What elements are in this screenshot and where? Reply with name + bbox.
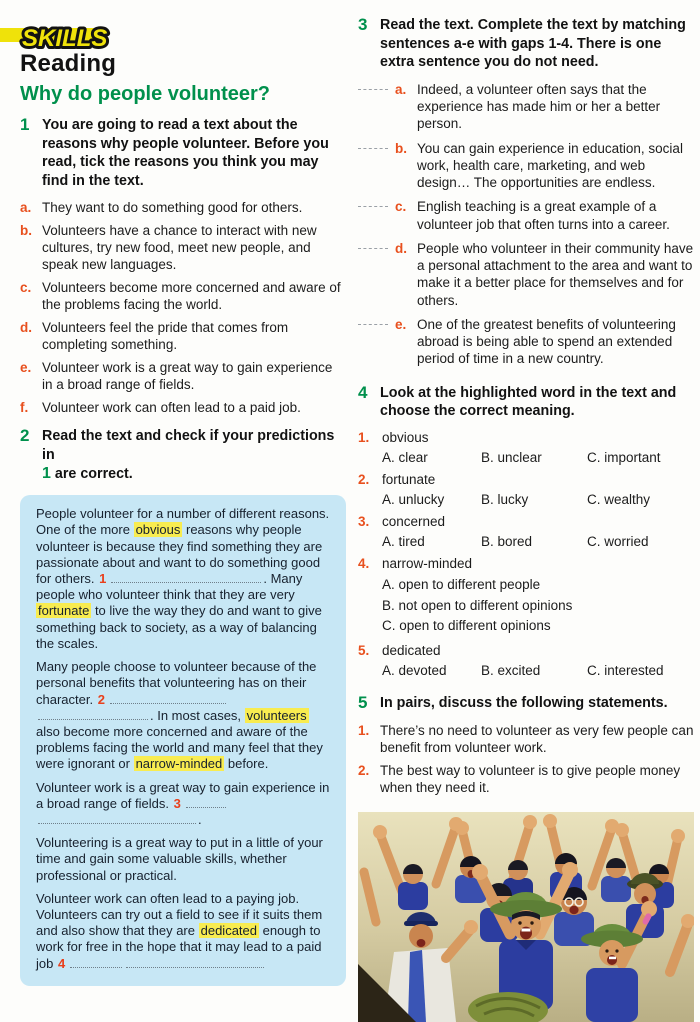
item-text: Volunteer work can often lead to a paid job. (42, 400, 301, 416)
option-c[interactable]: C. open to different opinions (382, 617, 551, 633)
exercise-5-number: 5 (358, 693, 368, 712)
skills-label: SKILLS (22, 25, 108, 52)
exercise-3-heading (358, 16, 694, 72)
answer-blank[interactable] (358, 324, 388, 325)
gap-number: 3 (173, 795, 181, 811)
reading-passage-box (20, 495, 346, 985)
list-item (20, 199, 346, 216)
option-c[interactable]: C. worried (587, 533, 649, 549)
question-row (358, 556, 694, 573)
item-letter: e. (395, 316, 407, 332)
answer-line[interactable] (38, 709, 148, 720)
exercise-2-instruction (42, 427, 346, 485)
answer-line[interactable] (111, 572, 261, 583)
answer-blank[interactable] (358, 148, 388, 149)
option-c[interactable]: C. wealthy (587, 491, 651, 507)
option-b[interactable]: B. not open to different opinions (382, 597, 573, 613)
gap-number: 2 (97, 691, 105, 707)
list-item (20, 222, 346, 273)
list-item (20, 399, 346, 416)
highlighted-word: dedicated (200, 923, 257, 939)
passage-paragraph: Volunteer work is a great way to gain experience in a broad range of fields. 3. (36, 779, 330, 827)
item-text: They want to do something good for others. (42, 200, 303, 216)
list-item (358, 140, 694, 192)
list-item (358, 81, 694, 133)
answer-blank[interactable] (358, 248, 388, 249)
answer-line[interactable] (126, 957, 264, 968)
item-letter: d. (395, 240, 407, 256)
question-row (358, 472, 694, 489)
answer-line[interactable] (38, 813, 196, 824)
item-letter: c. (20, 280, 32, 296)
statement-text: There’s no need to volunteer as very few people can benefit from volunteer work. (380, 722, 694, 755)
question-number: 3. (358, 513, 370, 529)
exercise-4-heading (358, 384, 694, 421)
question-word: narrow-minded (382, 555, 473, 571)
exercise-3-instruction: Read the text. Complete the text by matching sentences a-e with gaps 1-4. There is one extra sentence you do not need. (380, 17, 686, 71)
question-row (358, 430, 694, 447)
passage-paragraph: Volunteering is a great way to put in a little of your time and gain some valuable skills, whether professional or practical. (36, 835, 323, 883)
exercise-3-number: 3 (358, 15, 368, 34)
item-letter: b. (395, 140, 407, 156)
option-a[interactable]: A. unlucky (382, 491, 445, 507)
question-word: concerned (382, 513, 446, 529)
item-letter: a. (395, 81, 407, 97)
ex1-reasons-list (20, 199, 346, 416)
item-text: You can gain experience in education, social work, health care, marketing, and web design… The opportunities are endless. (417, 140, 683, 191)
option-a[interactable]: A. open to different people (382, 577, 541, 593)
passage-paragraph: Volunteer work can often lead to a paying job. Volunteers can try out a field to see if it suits them and also show that they are dedicated enough to work for free in the hope that it may lead to a paid job 4 (36, 890, 323, 971)
answer-line[interactable] (110, 693, 226, 704)
highlighted-word: narrow-minded (135, 756, 223, 772)
question-word: obvious (382, 429, 429, 445)
item-text: One of the greatest benefits of volunteering abroad is being able to spend an extended period of time in a new country. (417, 316, 676, 367)
options-row (358, 663, 694, 678)
list-item (20, 319, 346, 353)
list-item (358, 240, 694, 309)
highlighted-word: fortunate (38, 603, 90, 619)
answer-blank[interactable] (358, 206, 388, 207)
item-letter: d. (20, 320, 32, 336)
item-text: English teaching is a great example of a volunteer job that often turns into a career. (417, 199, 670, 232)
statement-number: 1. (358, 722, 370, 738)
option-a[interactable]: A. clear (382, 449, 428, 465)
option-c[interactable]: C. important (587, 449, 661, 465)
list-item (358, 316, 694, 368)
item-text: Volunteer work is a great way to gain experience in a broad range of fields. (42, 360, 333, 393)
option-a[interactable]: A. tired (382, 533, 425, 549)
statement-item (358, 762, 694, 797)
options-row (358, 450, 694, 465)
options-row (358, 492, 694, 507)
exercise-1-number: 1 (20, 115, 30, 134)
right-column (358, 16, 694, 1022)
options-row (358, 534, 694, 549)
list-item (358, 198, 694, 233)
option-a[interactable]: A. devoted (382, 663, 447, 678)
question-number: 2. (358, 471, 370, 487)
option-b[interactable]: B. unclear (481, 449, 542, 465)
exercise-4 (358, 384, 694, 678)
item-text: Volunteers have a chance to interact with new cultures, try new food, meet new people, and speak new languages. (42, 223, 317, 273)
gap-number: 4 (57, 955, 66, 971)
exercise-5-heading (358, 694, 694, 713)
passage-paragraph: Many people choose to volunteer because of the personal benefits that volunteering has on their character. 2. In most cases, volunteers also become more concerned and aware of the problems facing the world and many feel that they were ignorant or narrow-minded before. (36, 659, 323, 772)
exercise-1-heading (20, 116, 346, 190)
exercise-2-number: 2 (20, 426, 30, 446)
question-row (358, 514, 694, 531)
options-stack (358, 575, 694, 636)
volunteers-photo-graphic (358, 812, 694, 1022)
section-title: Reading (20, 50, 117, 77)
instruction-part-1: Read the text and check if your predictions in (42, 428, 335, 463)
answer-line[interactable] (70, 957, 122, 968)
item-text: People who volunteer in their community have a personal attachment to the area and want to make it a better place for themselves and for others. (417, 240, 694, 308)
exercise-4-number: 4 (358, 382, 368, 402)
item-text: Volunteers feel the pride that comes from completing something. (42, 320, 289, 353)
left-column (20, 50, 346, 986)
option-b[interactable]: B. lucky (481, 491, 529, 507)
option-b[interactable]: B. bored (481, 533, 533, 549)
exercise-2-heading (20, 427, 346, 485)
statement-text: The best way to volunteer is to give people money when they need it. (380, 763, 681, 796)
item-letter: e. (20, 360, 32, 376)
list-item (20, 279, 346, 313)
highlighted-word: obvious (135, 522, 181, 538)
passage-paragraph: People volunteer for a number of different reasons. One of the more obvious reasons why people volunteer is because they find something they are passionate about and want to do something good for others. 1 . Many people who volunteer think that they are very fortunate to live the way they do and want to give something back to society, as a way of balancing the scales. (36, 506, 330, 651)
item-text: Indeed, a volunteer often says that the experience has made him or her a better person. (417, 81, 661, 132)
question-word: fortunate (382, 471, 436, 487)
lesson-title: Why do people volunteer? (20, 83, 271, 105)
question-number: 5. (358, 643, 370, 659)
list-item (20, 359, 346, 393)
exercise-5 (358, 694, 694, 797)
exercise-reference-number: 1 (42, 465, 51, 483)
option-b[interactable]: B. excited (481, 663, 541, 678)
exercise-1-instruction: You are going to read a text about the reasons why people volunteer. Before you read, tick the reasons you think you may find in the text. (42, 117, 329, 189)
ex3-sentences-list (358, 81, 694, 368)
highlighted-word: volunteers (246, 707, 307, 723)
question-word: dedicated (382, 643, 441, 659)
question-row (358, 643, 694, 660)
option-c[interactable]: C. interested (587, 663, 664, 678)
item-letter: c. (395, 199, 407, 215)
question-number: 4. (358, 555, 370, 571)
exercise-5-instruction: In pairs, discuss the following statements. (380, 695, 668, 711)
statement-item (358, 722, 694, 757)
item-text: Volunteers become more concerned and aware of the problems facing the world. (42, 280, 341, 313)
exercise-4-instruction: Look at the highlighted word in the text and choose the correct meaning. (380, 384, 677, 420)
gap-number: 1 (99, 571, 107, 587)
instruction-part-2: are correct. (54, 466, 133, 483)
answer-line[interactable] (186, 797, 226, 808)
answer-blank[interactable] (358, 89, 388, 90)
statement-number: 2. (358, 763, 370, 779)
item-letter: a. (20, 200, 32, 216)
item-letter: b. (20, 223, 32, 239)
item-letter: f. (20, 400, 29, 416)
volunteers-photo (358, 812, 694, 1022)
question-number: 1. (358, 429, 370, 445)
